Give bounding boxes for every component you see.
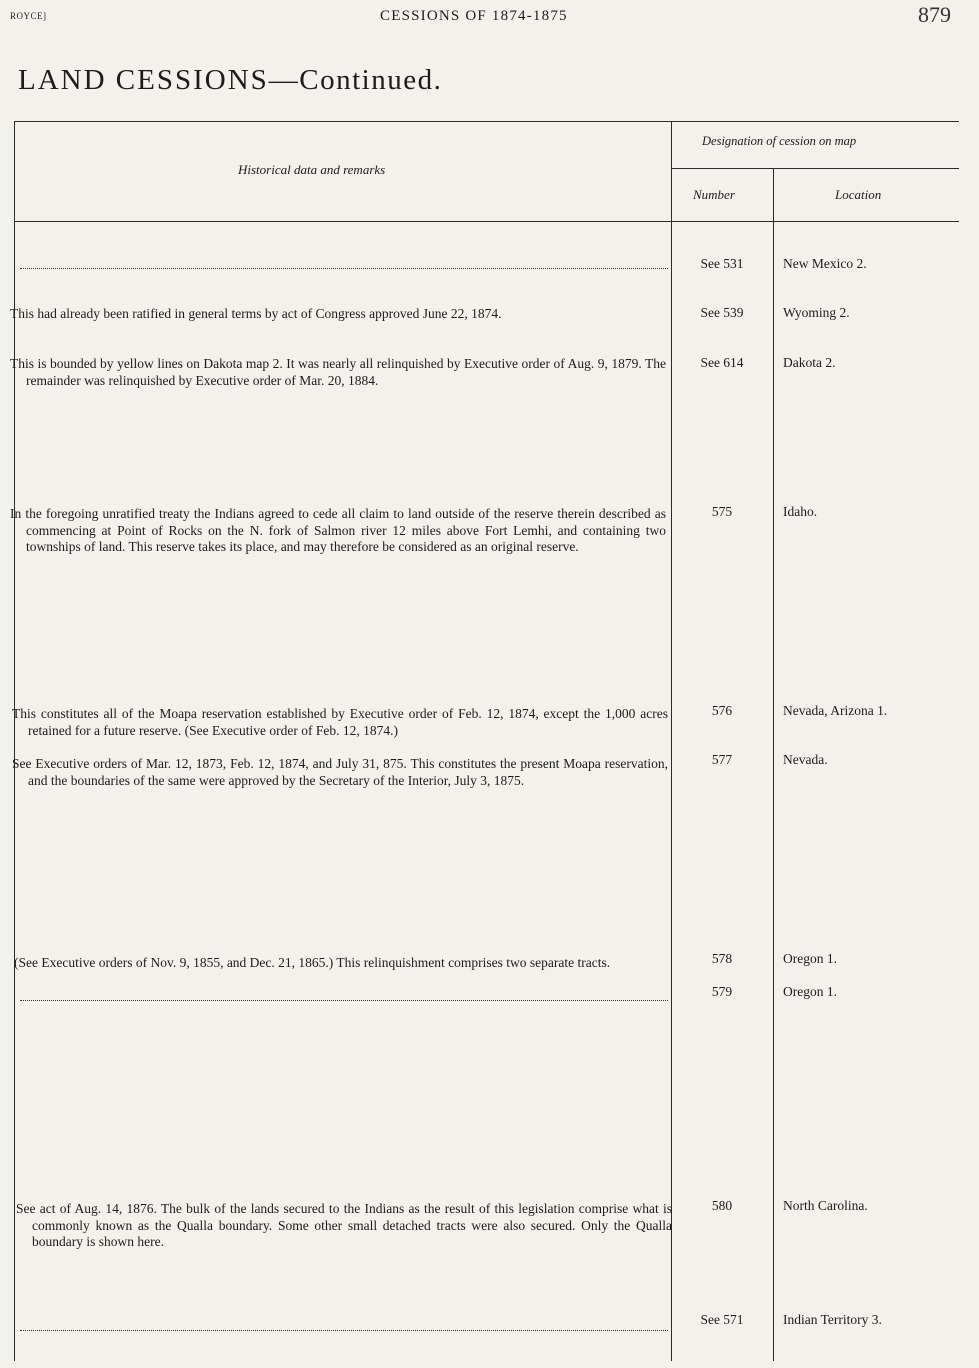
row-location: Nevada. <box>783 752 828 767</box>
row-location: Idaho. <box>783 504 818 519</box>
row-location: North Carolina. <box>783 1198 868 1213</box>
row-location: Wyoming 2. <box>783 305 850 320</box>
header-designation: Designation of cession on map <box>702 134 857 148</box>
designation-rule <box>672 168 959 169</box>
row-number: See 571 <box>700 1312 744 1327</box>
row-remark: See Executive orders of Mar. 12, 1873, Feb. 12, 1874, and July 31, 875. This constitutes the present Moapa reservation, and the boundaries of the same were approved by the Secretary of the Interior, July 3, 1875. <box>12 756 668 788</box>
page-title-suffix: —Continued. <box>268 64 443 96</box>
header-bottom-rule <box>14 221 959 222</box>
row-remark: (See Executive orders of Nov. 9, 1855, and Dec. 21, 1865.) This relinquishment comprises two separate tracts. <box>14 955 611 970</box>
row-number: See 614 <box>700 355 744 370</box>
row-number: See 539 <box>700 305 744 320</box>
row-remark: See act of Aug. 14, 1876. The bulk of the lands secured to the Indians as the result of this legislation comprise what is commonly known as the Qualla boundary. Some other small detached tracts were also secured. Only the Qualla boundary is shown here. <box>16 1201 672 1249</box>
row-number: 577 <box>711 752 733 767</box>
dotted-leader <box>20 268 668 269</box>
row-number: 578 <box>711 951 733 966</box>
page-title <box>18 64 442 97</box>
row-location: New Mexico 2. <box>783 256 867 271</box>
row-location: Oregon 1. <box>783 951 837 966</box>
header-remarks: Historical data and remarks <box>238 162 386 177</box>
running-head-title: CESSIONS OF 1874-1875 <box>380 8 568 24</box>
row-location: Nevada, Arizona 1. <box>783 703 888 718</box>
row-remark: In the foregoing unratified treaty the Indians agreed to cede all claim to land outside of the reserve therein described as commencing at Point of Rocks on the N. fork of Salmon river 12 miles above Fort Lemhi, and containing two townships of land. This reserve takes its place, and may therefore be considered as an original reserve. <box>10 506 666 554</box>
row-location: Indian Territory 3. <box>783 1312 882 1327</box>
dotted-leader <box>20 1330 668 1331</box>
row-number: 580 <box>711 1198 733 1213</box>
row-number: 579 <box>711 984 733 999</box>
page-number: 879 <box>918 2 951 27</box>
row-number: 575 <box>711 504 733 519</box>
row-number: 576 <box>711 703 733 718</box>
table-top-rule <box>14 121 959 122</box>
row-number: See 531 <box>700 256 744 271</box>
header-number: Number <box>693 187 735 202</box>
page-title-main: LAND CESSIONS <box>18 64 269 96</box>
row-remark: This is bounded by yellow lines on Dakota map 2. It was nearly all relinquished by Executive order of Aug. 9, 1879. The remainder was relinquished by Executive order of Mar. 20, 1884. <box>10 356 666 388</box>
row-remark: This constitutes all of the Moapa reservation established by Executive order of Feb. 12, 1874, except the 1,000 acres retained for a future reserve. (See Executive order of Feb. 12, 1874.) <box>12 706 668 738</box>
row-location: Oregon 1. <box>783 984 837 999</box>
dotted-leader <box>20 1000 668 1001</box>
header-location: Location <box>835 187 882 202</box>
column-rule-number <box>773 168 774 1361</box>
row-location: Dakota 2. <box>783 355 836 370</box>
running-head-author: ROYCE] <box>10 11 47 21</box>
row-remark: This had already been ratified in general terms by act of Congress approved June 22, 1874. <box>10 306 502 321</box>
